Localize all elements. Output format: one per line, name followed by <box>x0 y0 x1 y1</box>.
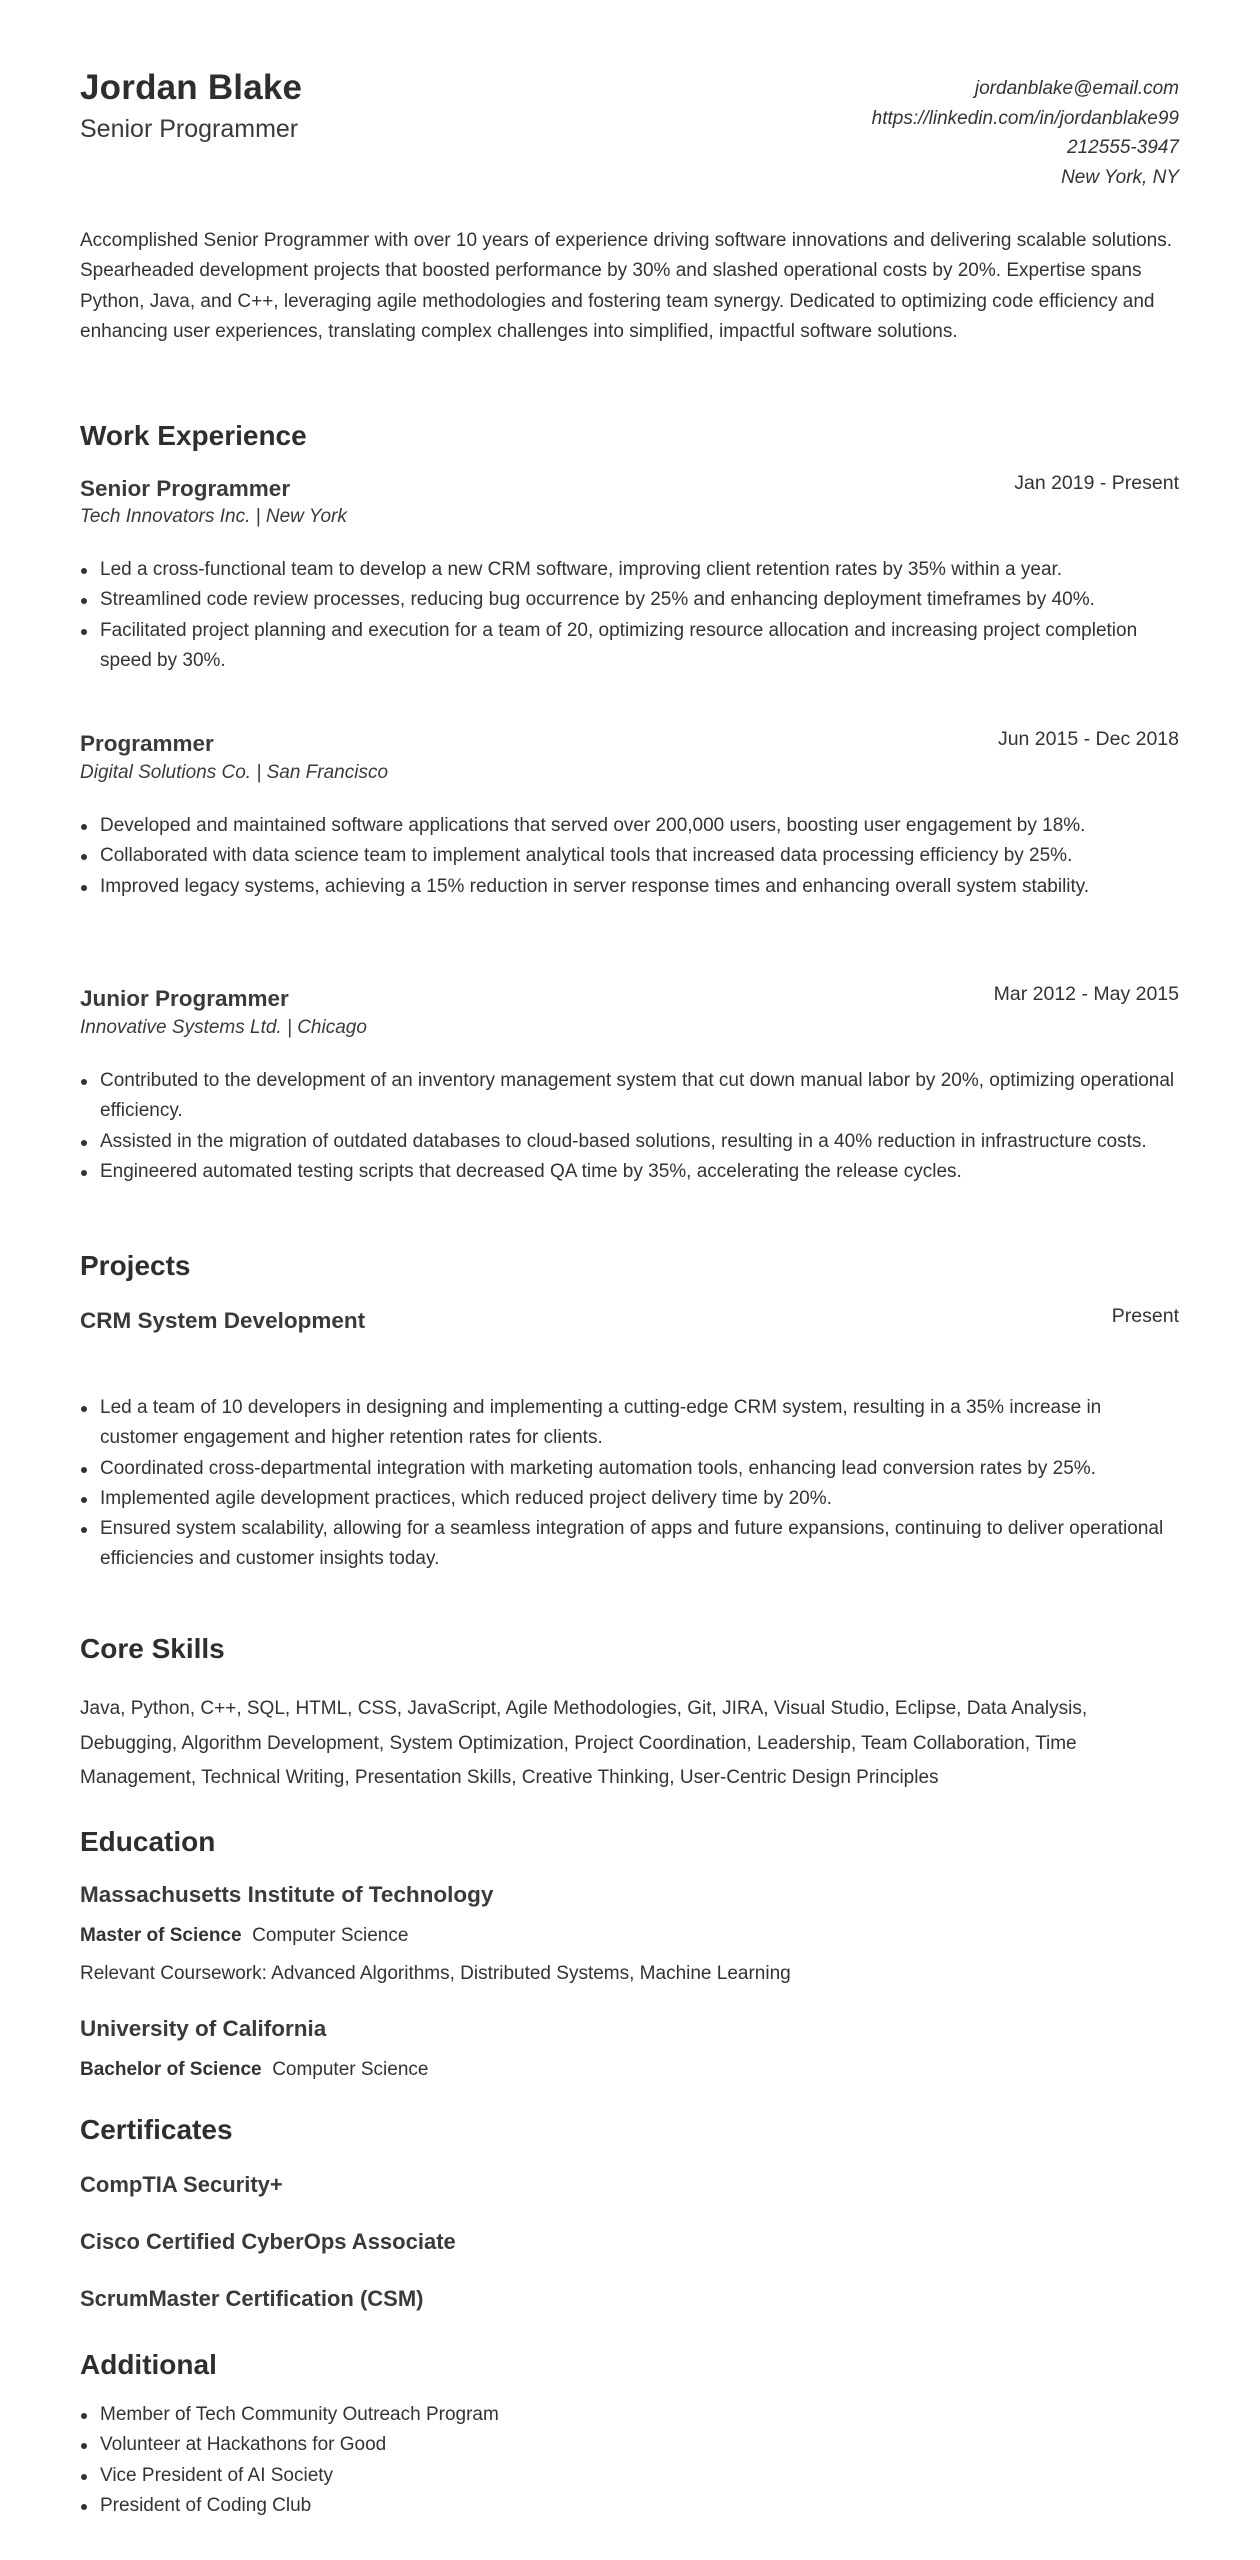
list-item: Coordinated cross-departmental integration with marketing automation tools, enhancing lead conversion rates by 25%. <box>80 1454 1180 1484</box>
section-heading-projects: Projects <box>80 1250 191 1281</box>
list-item: Developed and maintained software applications that served over 200,000 users, boosting user engagement by 18%. <box>80 811 1180 841</box>
list-item: Vice President of AI Society <box>80 2461 1180 2491</box>
list-item: Collaborated with data science team to implement analytical tools that increased data processing efficiency by 25%. <box>80 841 1180 871</box>
certificate-item: ScrumMaster Certification (CSM) <box>80 2286 424 2311</box>
section-heading-certificates: Certificates <box>80 2114 233 2145</box>
education-school: University of California <box>80 2016 327 2041</box>
candidate-name: Jordan Blake <box>80 68 303 107</box>
education-degree: Master of Science <box>80 1925 242 1946</box>
section-heading-additional: Additional <box>80 2349 217 2380</box>
job-title: Programmer <box>80 731 214 756</box>
additional-list <box>80 2400 1180 2521</box>
job-company: Tech Innovators Inc. | New York <box>80 506 347 527</box>
job-dates: Jan 2019 - Present <box>1014 472 1179 494</box>
job-title: Junior Programmer <box>80 986 289 1011</box>
list-item: Ensured system scalability, allowing for a seamless integration of apps and future expansions, continuing to deliver operational efficiencies and customer insights today. <box>80 1514 1180 1575</box>
list-item: President of Coding Club <box>80 2491 1180 2521</box>
job-bullets <box>80 1066 1180 1187</box>
candidate-title: Senior Programmer <box>80 115 299 143</box>
list-item: Volunteer at Hackathons for Good <box>80 2430 1180 2460</box>
summary-paragraph: Accomplished Senior Programmer with over 10 years of experience driving software innovations and delivering scalable solutions. Spearheaded development projects that boosted performance by 30% and slashed operational costs by 20%. Expertise spans Python, Java, and C++, leveraging agile methodologies and fostering team synergy. Dedicated to optimizing code efficiency and enhancing user experiences, translating complex challenges into simplified, impactful software solutions. <box>80 230 1172 342</box>
job-title: Senior Programmer <box>80 476 291 501</box>
education-degree-line <box>80 1925 408 1947</box>
contact-phone: 212555-3947 <box>1067 137 1179 158</box>
skills-list: Java, Python, C++, SQL, HTML, CSS, JavaScript, Agile Methodologies, Git, JIRA, Visual Studio, Eclipse, Data Analysis, Debugging, Algorithm Development, System Optimization, Project Coordination, Leadership, Team Collaboration, Time Management, Technical Writing, Presentation Skills, Creative Thinking, User-Centric Design Principles <box>80 1698 1088 1788</box>
education-coursework: Relevant Coursework: Advanced Algorithms, Distributed Systems, Machine Learning <box>80 1963 791 1984</box>
list-item: Streamlined code review processes, reducing bug occurrence by 25% and enhancing deployment timeframes by 40%. <box>80 585 1180 615</box>
list-item: Engineered automated testing scripts that decreased QA time by 35%, accelerating the release cycles. <box>80 1157 1180 1187</box>
section-heading-skills: Core Skills <box>80 1633 225 1664</box>
certificate-item: Cisco Certified CyberOps Associate <box>80 2229 456 2254</box>
job-company: Innovative Systems Ltd. | Chicago <box>80 1017 367 1038</box>
project-title: CRM System Development <box>80 1308 366 1333</box>
list-item: Implemented agile development practices, which reduced project delivery time by 20%. <box>80 1484 1180 1514</box>
list-item: Facilitated project planning and execution for a team of 20, optimizing resource allocation and increasing project completion speed by 30%. <box>80 616 1180 677</box>
job-bullets <box>80 555 1180 676</box>
project-bullets <box>80 1393 1180 1575</box>
list-item: Assisted in the migration of outdated databases to cloud-based solutions, resulting in a 40% reduction in infrastructure costs. <box>80 1127 1180 1157</box>
section-heading-education: Education <box>80 1826 216 1857</box>
list-item: Led a team of 10 developers in designing and implementing a cutting-edge CRM system, resulting in a 35% increase in customer engagement and higher retention rates for clients. <box>80 1393 1180 1454</box>
education-field: Computer Science <box>252 1925 409 1946</box>
education-school: Massachusetts Institute of Technology <box>80 1882 494 1907</box>
contact-location: New York, NY <box>1061 166 1179 188</box>
list-item: Led a cross-functional team to develop a new CRM software, improving client retention rates by 35% within a year. <box>80 555 1180 585</box>
project-dates: Present <box>1111 1305 1179 1327</box>
job-bullets <box>80 811 1180 902</box>
list-item: Member of Tech Community Outreach Program <box>80 2400 1180 2430</box>
certificate-item: CompTIA Security+ <box>80 2172 283 2197</box>
job-company: Digital Solutions Co. | San Francisco <box>80 762 389 783</box>
contact-linkedin[interactable]: https://linkedin.com/in/jordanblake99 <box>871 107 1179 129</box>
list-item: Contributed to the development of an inventory management system that cut down manual labor by 20%, optimizing operational efficiency. <box>80 1066 1180 1127</box>
job-dates: Jun 2015 - Dec 2018 <box>997 728 1179 750</box>
education-degree: Bachelor of Science <box>80 2059 262 2080</box>
section-heading-work: Work Experience <box>80 420 307 451</box>
education-degree-line <box>80 2059 428 2081</box>
list-item: Improved legacy systems, achieving a 15% reduction in server response times and enhancing overall system stability. <box>80 872 1180 902</box>
contact-block <box>872 74 1179 192</box>
contact-email[interactable]: jordanblake@email.com <box>974 78 1179 99</box>
job-dates: Mar 2012 - May 2015 <box>993 983 1179 1005</box>
education-field: Computer Science <box>272 2059 429 2080</box>
